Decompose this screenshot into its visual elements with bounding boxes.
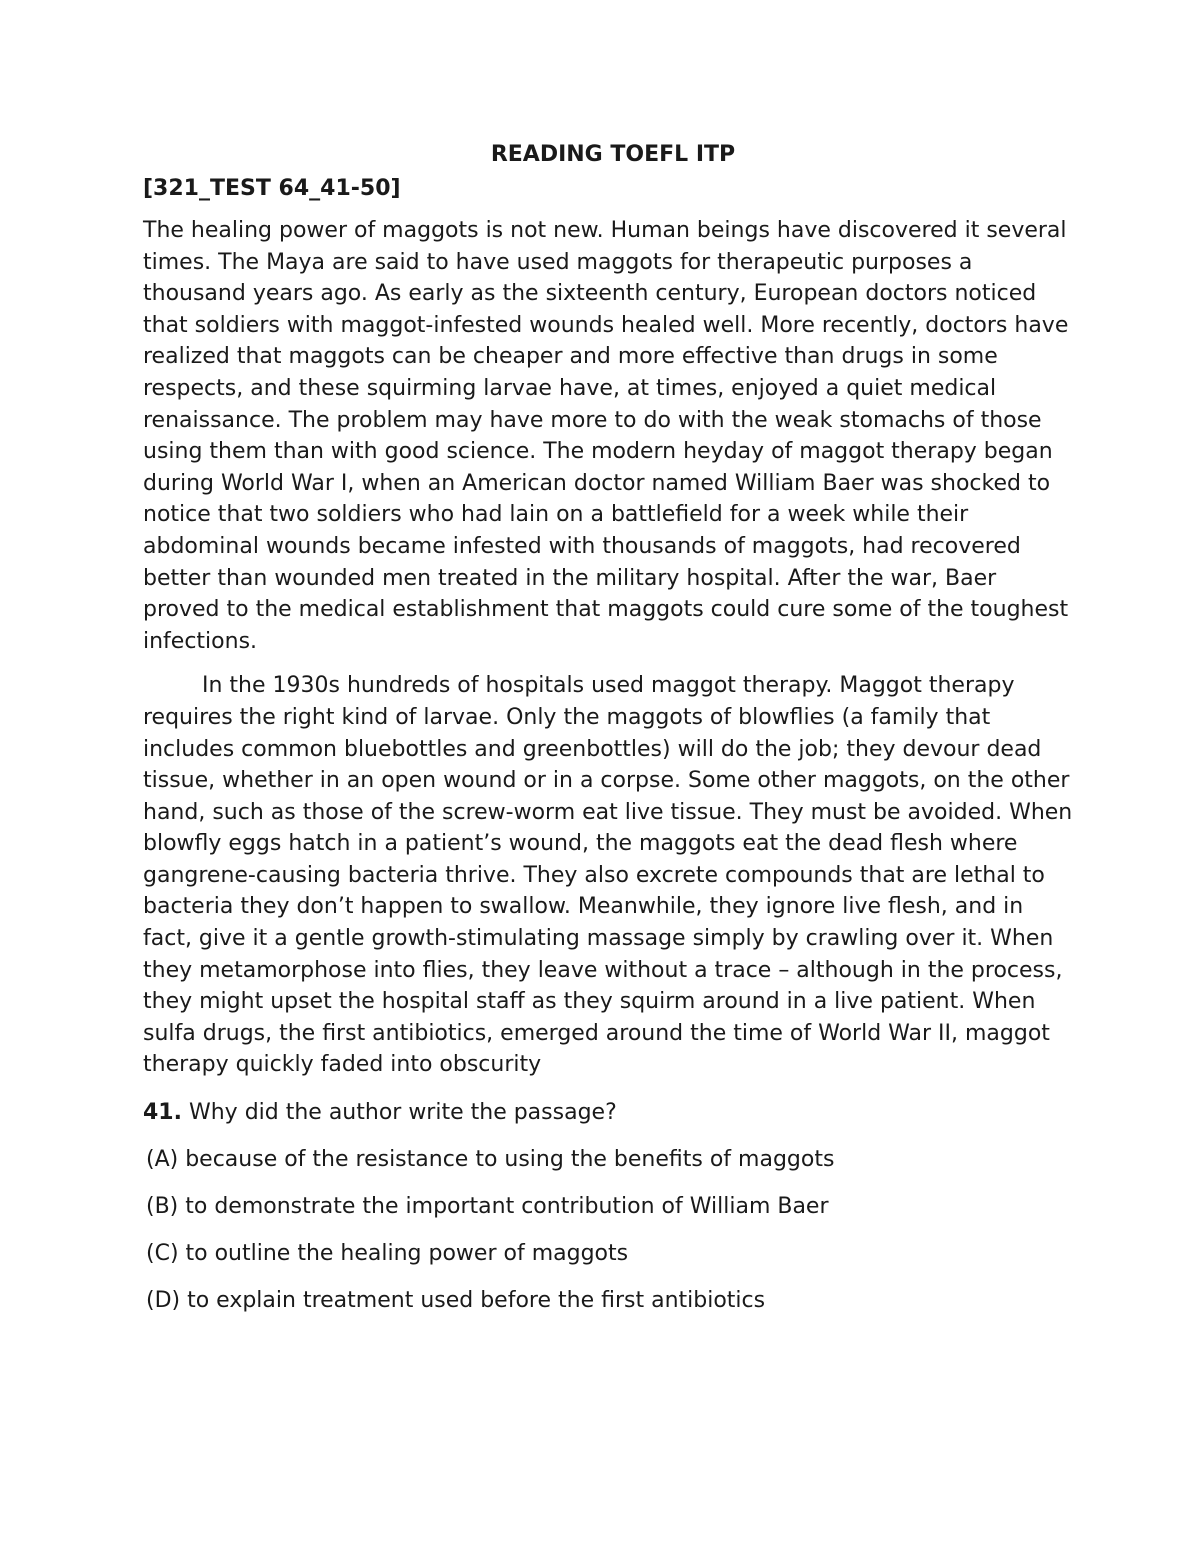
test-identifier: [321_TEST 64_41-50] <box>143 176 401 201</box>
document-page <box>143 140 1073 1316</box>
question-41 <box>143 1098 1073 1128</box>
answer-option-a: (A) because of the resistance to using the benefits of maggots <box>146 1147 835 1173</box>
passage-paragraph-2: In the 1930s hundreds of hospitals used maggot therapy. Maggot therapy requires the right kind of larvae. Only the maggots of blowflies (a family that includes common bluebottles and greenbottles) will do the job; they devour dead tissue, whether in an open wound or in a corpse. Some other maggots, on the other hand, such as those of the screw-worm eat live tissue. They must be avoided. When blowfly eggs hatch in a patient’s wound, the maggots eat the dead flesh where gangrene-causing bacteria thrive. They also excrete compounds that are lethal to bacteria they don’t happen to swallow. Meanwhile, they ignore live flesh, and in fact, give it a gentle growth-stimulating massage simply by crawling over it. When they metamorphose into flies, they leave without a trace – although in the process, they might upset the hospital staff as they squirm around in a live patient. When sulfa drugs, the first antibiotics, emerged around the time of World War II, maggot therapy quickly faded into obscurity <box>143 673 1073 1078</box>
document-title: READING TOEFL ITP <box>490 142 736 167</box>
answer-options <box>143 1145 1073 1316</box>
passage-paragraph-1: The healing power of maggots is not new. Human beings have discovered it several times. The Maya are said to have used maggots for therapeutic purposes a thousand years ago. As early as the sixteenth century, European doctors noticed that soldiers with maggot-infested wounds healed well. More recently, doctors have realized that maggots can be cheaper and more effective than drugs in some respects, and these squirming larvae have, at times, enjoyed a quiet medical renaissance. The problem may have more to do with the weak stomachs of those using them than with good science. The modern heyday of maggot therapy began during World War I, when an American doctor named William Baer was shocked to notice that two soldiers who had lain on a battlefield for a week while their abdominal wounds became infested with thousands of maggots, had recovered better than wounded men treated in the military hospital. After the war, Baer proved to the medical establishment that maggots could cure some of the toughest infections. <box>143 218 1069 654</box>
question-number: 41. <box>143 1100 182 1126</box>
answer-option-c: (C) to outline the healing power of maggots <box>146 1241 629 1267</box>
question-text: Why did the author write the passage? <box>188 1100 617 1126</box>
answer-option-d: (D) to explain treatment used before the first antibiotics <box>146 1288 766 1314</box>
answer-option-b: (B) to demonstrate the important contribution of William Baer <box>146 1194 829 1220</box>
